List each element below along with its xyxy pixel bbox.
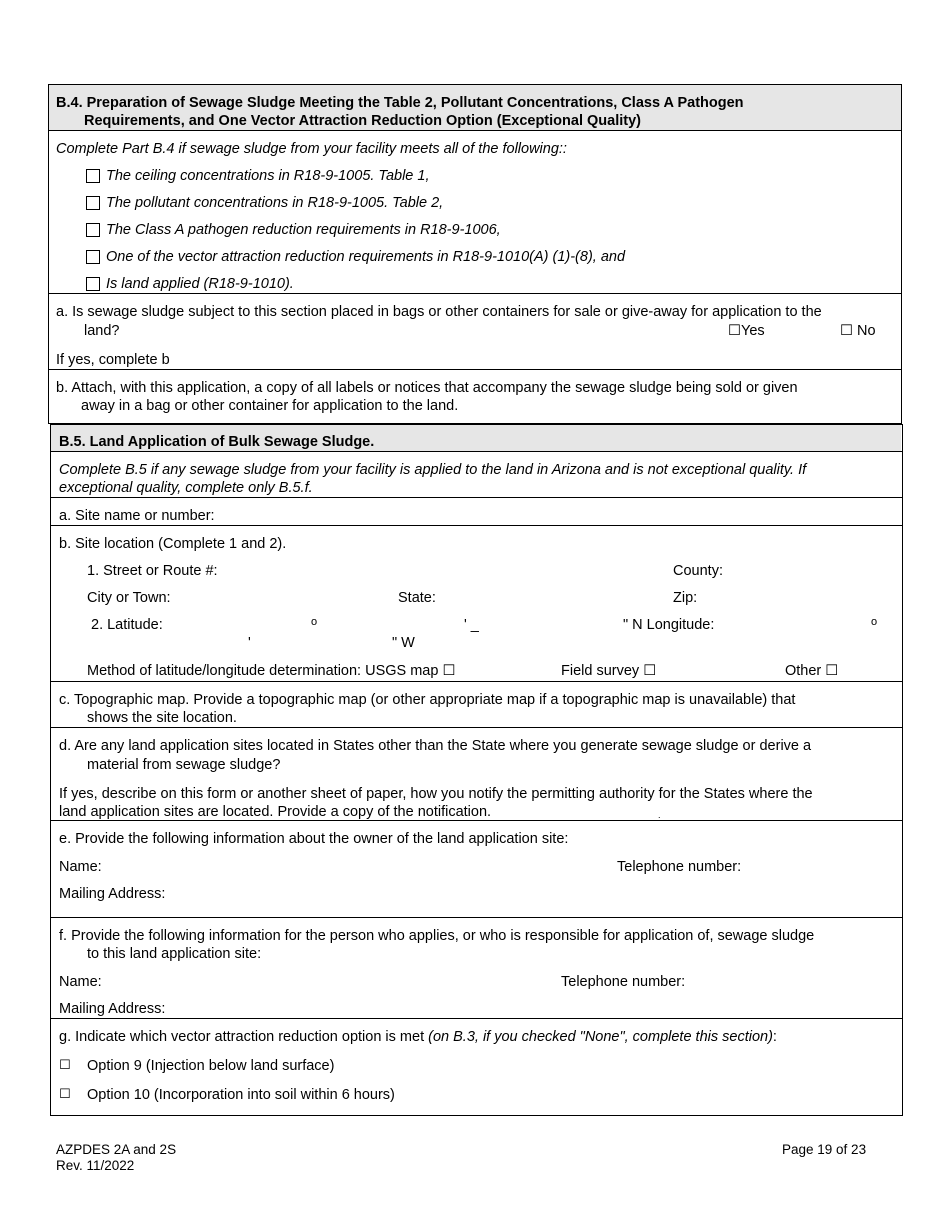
other-states-question: d. Are any land application sites located in States other than the State where you generate sewage sludge or derive a <box>59 738 812 754</box>
divider <box>48 369 902 370</box>
b4-title-cont: Requirements, and One Vector Attraction Reduction Option (Exceptional Quality) <box>84 113 641 129</box>
b4-question-a-cont: land? <box>84 323 120 339</box>
divider <box>50 727 903 728</box>
option10-checkbox[interactable]: ☐ <box>59 1087 71 1102</box>
applier-name-label: Name: <box>59 974 102 990</box>
b4-question-b-cont: away in a bag or other container for application to the land. <box>81 398 459 414</box>
b4-intro: Complete Part B.4 if sewage sludge from your facility meets all of the following:: <box>56 141 567 157</box>
vector-option-heading-text: g. Indicate which vector attraction reduction option is met <box>59 1029 429 1045</box>
latitude-second-mark: " N Longitude: <box>623 617 715 633</box>
criterion-checkbox-5[interactable] <box>86 277 100 291</box>
b4-a-no-option[interactable]: ☐ No <box>840 323 876 339</box>
method-other-option[interactable]: Other ☐ <box>785 663 839 679</box>
b5-intro: Complete B.5 if any sewage sludge from your facility is applied to the land in Arizona and is not exceptional quality. If <box>59 462 807 478</box>
latitude-degree-mark: o <box>311 616 318 628</box>
applier-telephone-label: Telephone number: <box>561 974 686 990</box>
divider <box>50 1018 903 1019</box>
applier-info-heading: f. Provide the following information for the person who applies, or who is responsible for application of, sewage sludge <box>59 928 815 944</box>
criterion-checkbox-3[interactable] <box>86 223 100 237</box>
owner-info-heading: e. Provide the following information about the owner of the land application site: <box>59 831 569 847</box>
criterion-label-2: The pollutant concentrations in R18-9-1005. Table 2, <box>106 195 444 211</box>
criterion-checkbox-1[interactable] <box>86 169 100 183</box>
b4-question-a: a. Is sewage sludge subject to this section placed in bags or other containers for sale or give-away for application to the <box>56 304 822 320</box>
applier-info-heading-cont: to this land application site: <box>87 946 262 962</box>
stray-dot: . <box>658 810 661 820</box>
longitude-minute-mark: ' <box>248 635 251 651</box>
divider <box>50 451 903 452</box>
other-states-note-cont: land application sites are located. Provide a copy of the notification. <box>59 804 492 820</box>
topographic-map-text-cont: shows the site location. <box>87 710 237 726</box>
other-states-note: If yes, describe on this form or another sheet of paper, how you notify the permitting authority for the States where the <box>59 786 813 802</box>
divider <box>50 917 903 918</box>
divider <box>50 681 903 682</box>
city-label: City or Town: <box>87 590 171 606</box>
vector-option-heading-note: (on B.3, if you checked "None", complete this section) <box>428 1029 773 1045</box>
method-field-survey-option[interactable]: Field survey ☐ <box>561 663 657 679</box>
criterion-label-4: One of the vector attraction reduction requirements in R18-9-1010(A) (1)-(8), and <box>106 249 626 265</box>
site-location-heading: b. Site location (Complete 1 and 2). <box>59 536 287 552</box>
divider <box>50 820 903 821</box>
applier-mailing-label: Mailing Address: <box>59 1001 166 1017</box>
b4-question-b: b. Attach, with this application, a copy of all labels or notices that accompany the sewage sludge being sold or given <box>56 380 798 396</box>
criterion-label-3: The Class A pathogen reduction requirements in R18-9-1006, <box>106 222 501 238</box>
vector-option-heading <box>59 1028 777 1046</box>
latitude-minute-mark: ' _ <box>464 617 479 633</box>
footer-page-number: Page 19 of 23 <box>782 1142 867 1157</box>
divider <box>50 497 903 498</box>
owner-mailing-label: Mailing Address: <box>59 886 166 902</box>
b4-a-yes-option[interactable]: ☐Yes <box>728 323 765 339</box>
criterion-checkbox-2[interactable] <box>86 196 100 210</box>
b4-title: B.4. Preparation of Sewage Sludge Meeting the Table 2, Pollutant Concentrations, Class A Pathogen <box>56 95 744 111</box>
topographic-map-text: c. Topographic map. Provide a topographic map (or other appropriate map if a topographic map is unavailable) that <box>59 692 796 708</box>
method-usgs-option[interactable]: Method of latitude/longitude determination: USGS map ☐ <box>87 663 456 679</box>
b4-a-note: If yes, complete b <box>56 352 170 368</box>
owner-name-label: Name: <box>59 859 102 875</box>
divider <box>48 293 902 294</box>
footer-revision: Rev. 11/2022 <box>56 1158 135 1173</box>
divider <box>48 130 902 131</box>
longitude-second-mark: " W <box>392 635 415 651</box>
county-label: County: <box>673 563 723 579</box>
zip-label: Zip: <box>673 590 698 606</box>
vector-option-heading-colon: : <box>772 1029 777 1045</box>
divider <box>50 525 903 526</box>
street-label: 1. Street or Route #: <box>87 563 218 579</box>
b5-title: B.5. Land Application of Bulk Sewage Sludge. <box>59 434 375 450</box>
latitude-label: 2. Latitude: <box>91 617 163 633</box>
option10-label: Option 10 (Incorporation into soil within 6 hours) <box>87 1087 395 1103</box>
state-label: State: <box>398 590 436 606</box>
criterion-label-5: Is land applied (R18-9-1010). <box>106 276 294 292</box>
site-name-label: a. Site name or number: <box>59 508 215 524</box>
option9-label: Option 9 (Injection below land surface) <box>87 1058 335 1074</box>
criterion-label-1: The ceiling concentrations in R18-9-1005. Table 1, <box>106 168 430 184</box>
footer-form-name: AZPDES 2A and 2S <box>56 1142 177 1157</box>
b5-intro-cont: exceptional quality, complete only B.5.f. <box>59 480 313 496</box>
option9-checkbox[interactable]: ☐ <box>59 1058 71 1073</box>
criterion-checkbox-4[interactable] <box>86 250 100 264</box>
other-states-question-cont: material from sewage sludge? <box>87 757 281 773</box>
longitude-degree-mark: o <box>871 616 878 628</box>
owner-telephone-label: Telephone number: <box>617 859 742 875</box>
